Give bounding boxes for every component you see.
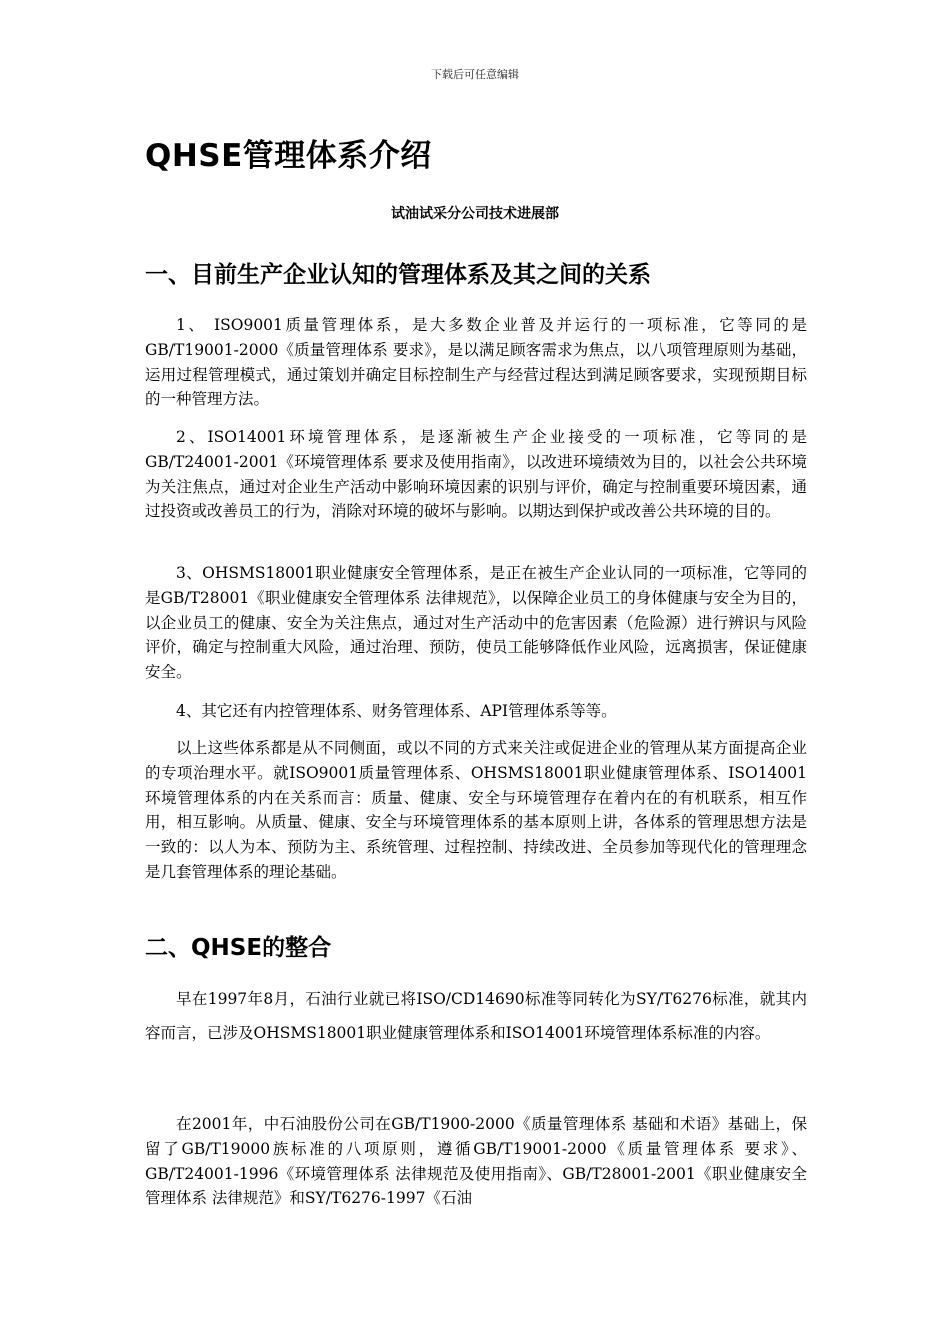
document-title: QHSE管理体系介绍 [145, 138, 432, 174]
section-2-paragraph-1: 早在1997年8月，石油行业就已将ISO/CD14690标准等同转化为SY/T6276标准，就其内容而言，已涉及OHSMS18001职业健康管理体系和ISO14001环境管理体系标准的内容。 [145, 990, 807, 1042]
section-1-paragraph-1: 1、 ISO9001质量管理体系，是大多数企业普及并运行的一项标准，它等同的是GB/T19001-2000《质量管理体系 要求》，是以满足顾客需求为焦点，以八项管理原则为基础，运用过程管理模式，通过策划并确定目标控制生产与经营过程达到满足顾客要求，实现预期目标的一种管理方法。 [145, 316, 807, 409]
section-1-paragraph-4: 4、其它还有内控管理体系、财务管理体系、API管理体系等等。 [176, 702, 617, 720]
section-2-paragraph-2: 在2001年，中石油股份公司在GB/T1900-2000《质量管理体系 基础和术语》基础上，保留了GB/T19000族标准的八项原则，遵循GB/T19001-2000《质量管理体系 要求》、GB/T24001-1996《环境管理体系 法律规范及使用指南》、GB/T28001-2001《职业健康安全管理体系 法律规范》和SY/T6276-1997《石油 [145, 1115, 807, 1208]
section-1-heading: 一、目前生产企业认知的管理体系及其之间的关系 [145, 262, 651, 288]
header-note: 下载后可任意编辑 [431, 68, 519, 81]
document-subtitle: 试油试采分公司技术进展部 [391, 206, 559, 222]
section-2-heading: 二、QHSE的整合 [145, 935, 332, 961]
section-1-paragraph-3: 3、OHSMS18001职业健康安全管理体系，是正在被生产企业认同的一项标准，它等同的是GB/T28001《职业健康安全管理体系 法律规范》，以保障企业员工的身体健康与安全为目的，以企业员工的健康、安全为关注焦点，通过对生产活动中的危害因素（危险源）进行辨识与风险评价，确定与控制重大风险，通过治理、预防，使员工能够降低作业风险，远离损害，保证健康安全。 [145, 564, 807, 682]
section-1-paragraph-5: 以上这些体系都是从不同侧面，或以不同的方式来关注或促进企业的管理从某方面提高企业的专项治理水平。就ISO9001质量管理体系、OHSMS18001职业健康管理体系、ISO14001环境管理体系的内在关系而言：质量、健康、安全与环境管理存在着内在的有机联系，相互作用，相互影响。从质量、健康、安全与环境管理体系的基本原则上讲，各体系的管理思想方法是一致的：以人为本、预防为主、系统管理、过程控制、持续改进、全员参加等现代化的管理理念是几套管理体系的理论基础。 [145, 739, 807, 881]
section-1-paragraph-2: 2、ISO14001环境管理体系，是逐渐被生产企业接受的一项标准，它等同的是GB/T24001-2001《环境管理体系 要求及使用指南》，以改进环境绩效为目的，以社会公共环境为关注焦点，通过对企业生产活动中影响环境因素的识别与评价，确定与控制重要环境因素，通过投资或改善员工的行为，消除对环境的破坏与影响。以期达到保护或改善公共环境的目的。 [145, 428, 807, 521]
